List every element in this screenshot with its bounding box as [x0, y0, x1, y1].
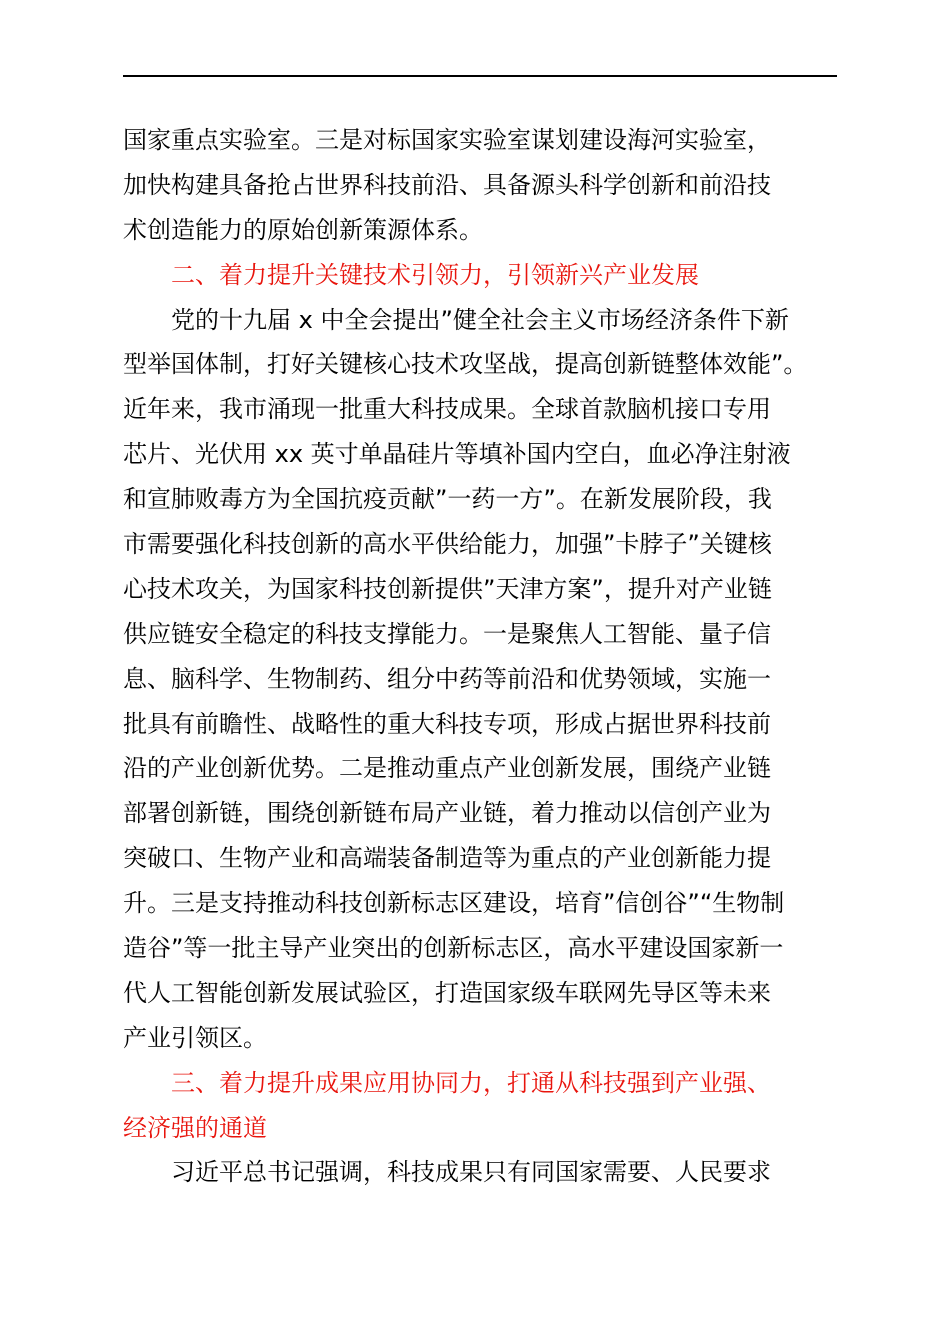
paragraph-line: 和宣肺败毒方为全国抗疫贡献”一药一方”。在新发展阶段，我	[123, 485, 772, 514]
paragraph-line: 供应链安全稳定的科技支撑能力。一是聚焦人工智能、量子信	[123, 619, 771, 648]
paragraph-line: 近年来，我市涌现一批重大科技成果。全球首款脑机接口专用	[123, 395, 771, 424]
paragraph-line: 芯片、光伏用 xx 英寸单晶硅片等填补国内空白，血必净注射液	[123, 440, 791, 469]
paragraph-line: 心技术攻关，为国家科技创新提供”天津方案”，提升对产业链	[123, 574, 772, 603]
paragraph-line: 国家重点实验室。三是对标国家实验室谋划建设海河实验室，	[123, 126, 771, 154]
paragraph-line: 术创造能力的原始创新策源体系。	[123, 215, 483, 244]
paragraph-line: 部署创新链，围绕创新链布局产业链，着力推动以信创产业为	[123, 799, 771, 828]
paragraph-line: 息、脑科学、生物制药、组分中药等前沿和优势领域，实施一	[123, 664, 771, 693]
paragraph-line: 批具有前瞻性、战略性的重大科技专项，形成占据世界科技前	[123, 709, 771, 738]
paragraph-line: 型举国体制，打好关键核心技术攻坚战，提高创新链整体效能”。	[123, 350, 808, 379]
paragraph-line: 沿的产业创新优势。二是推动重点产业创新发展，围绕产业链	[123, 754, 771, 783]
paragraph-line: 市需要强化科技创新的高水平供给能力，加强”卡脖子”关键核	[123, 530, 772, 559]
paragraph-line: 习近平总书记强调，科技成果只有同国家需要、人民要求	[171, 1158, 771, 1187]
paragraph-line: 代人工智能创新发展试验区，打造国家级车联网先导区等未来	[123, 978, 771, 1007]
paragraph-line: 党的十九届 x 中全会提出”健全社会主义市场经济条件下新	[171, 305, 789, 334]
paragraph-line: 产业引领区。	[123, 1023, 267, 1052]
paragraph-line: 升。三是支持推动科技创新标志区建设，培育”信创谷”“生物制	[123, 889, 785, 918]
header-rule	[123, 75, 837, 77]
section-heading-line: 经济强的通道	[123, 1113, 267, 1142]
section-heading-line: 三、着力提升成果应用协同力，打通从科技强到产业强、	[171, 1068, 771, 1097]
section-heading-line: 二、着力提升关键技术引领力，引领新兴产业发展	[171, 260, 699, 289]
document-body	[123, 118, 837, 1195]
paragraph-line: 造谷”等一批主导产业突出的创新标志区，高水平建设国家新一	[123, 934, 784, 963]
paragraph-line: 加快构建具备抢占世界科技前沿、具备源头科学创新和前沿技	[123, 170, 771, 199]
paragraph-line: 突破口、生物产业和高端装备制造等为重点的产业创新能力提	[123, 844, 771, 873]
